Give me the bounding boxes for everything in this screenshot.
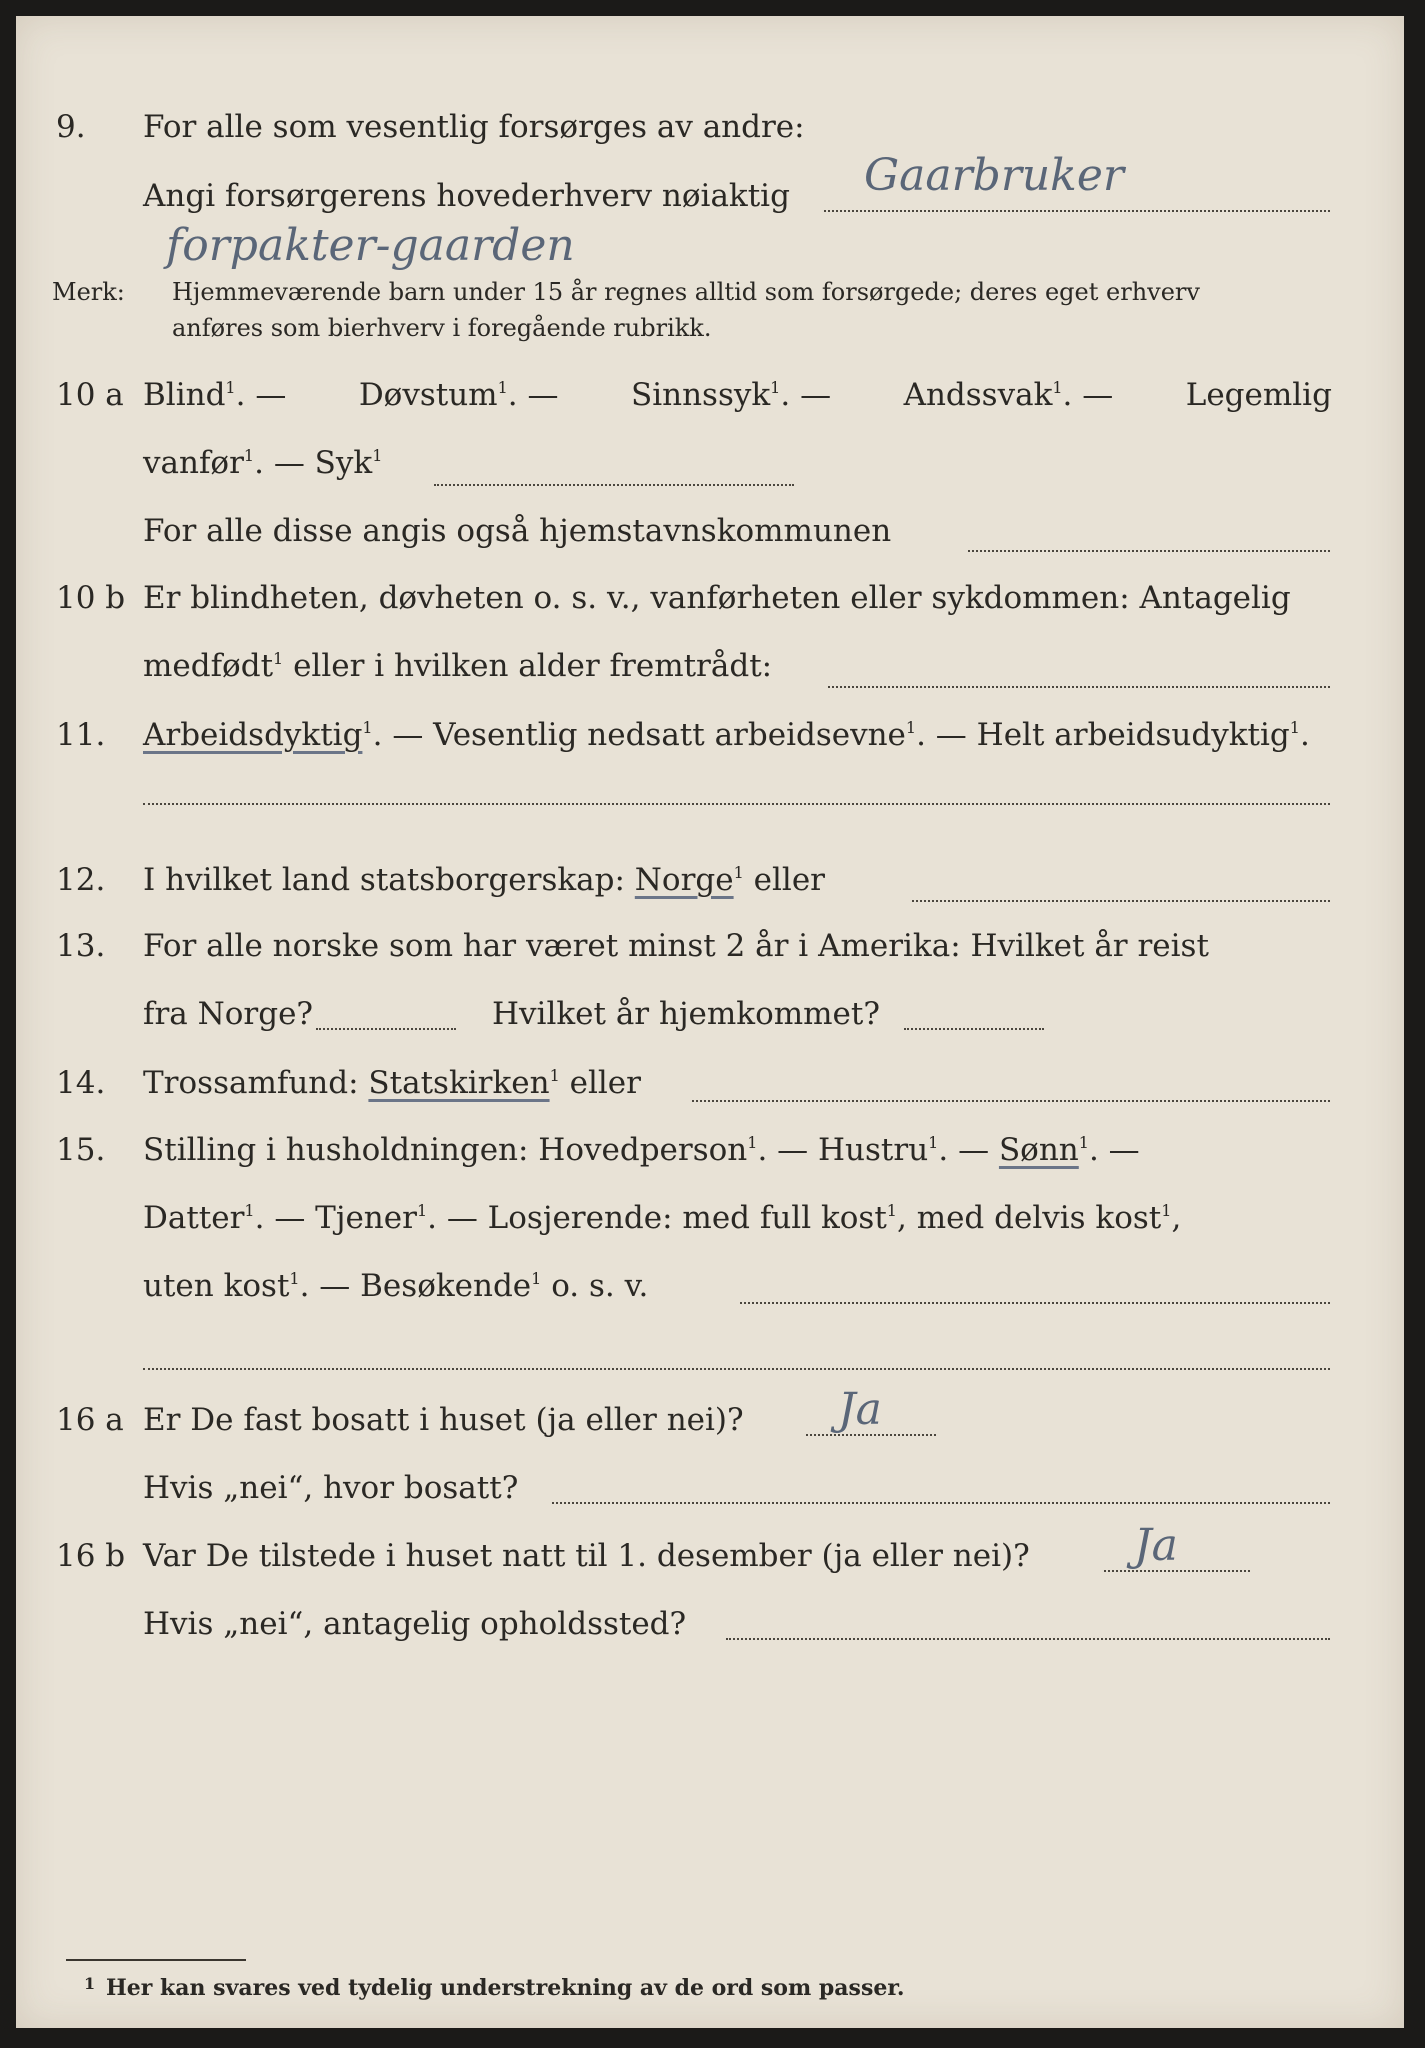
q11-options: Arbeidsdyktig$^1$. — Vesentlig nedsatt arbeidsevne$^1$. — Helt arbeidsudyktig$^1$. (143, 717, 1310, 753)
q10b-text: Er blindheten, døvheten o. s. v., vanførheten eller sykdommen: Antagelig (143, 580, 1291, 616)
q15-answer-line-1 (740, 1302, 1330, 1304)
q10a-line3 (16, 509, 1404, 553)
q13-line1 (16, 924, 1404, 968)
q16a-handwritten-answer: Ja (838, 1384, 882, 1435)
merk-note (52, 274, 1200, 310)
q14-number: 14. (56, 1065, 106, 1101)
q16b-opholdssted-label: Hvis „nei“, antagelig opholdssted? (143, 1606, 687, 1642)
q15-line2 (16, 1196, 1404, 1240)
q9-provider-label: Angi forsørgerens hovederhverv nøiaktig (143, 178, 790, 214)
footnote-rule (66, 1959, 246, 1961)
option-dovstum: Døvstum$^1$. — (358, 377, 559, 413)
q15-number: 15. (56, 1132, 106, 1168)
q11-line (16, 713, 1404, 757)
q15-text-1: Stilling i husholdningen: Hovedperson$^1$. — Hustru$^1$. — Sønn$^1$. — (143, 1132, 1140, 1168)
q10b-medfodt: medfødt$^1$ eller i hvilken alder fremtrådt: (143, 648, 773, 684)
option-legemlig: Legemlig (1185, 377, 1332, 413)
q12-line (16, 858, 1404, 902)
q14-answer-line (692, 1100, 1330, 1102)
q13-text: For alle norske som har været minst 2 år i Amerika: Hvilket år reist (143, 928, 1209, 964)
q11-number: 11. (56, 717, 106, 753)
q10a-syk-line (434, 484, 794, 486)
merk-text-1: Hjemmeværende barn under 15 år regnes alltid som forsørgede; deres eget erhverv (172, 278, 1200, 306)
q10a-line1 (16, 373, 1404, 417)
q10a-hjemstavn-line (968, 550, 1330, 552)
option-andssvak: Andssvak$^1$. — (903, 377, 1114, 413)
footnote-mark: 1 (84, 1974, 96, 1993)
census-form-page (16, 16, 1404, 2028)
q14-line (16, 1061, 1404, 1105)
option-blind: Blind$^1$. — (143, 377, 287, 413)
q9-number: 9. (56, 109, 86, 145)
q16a-bosatt-line (552, 1502, 1330, 1504)
q10b-answer-line (828, 686, 1330, 688)
q9-handwritten-answer-2: forpakter-gaarden (166, 220, 575, 271)
q16a-bosatt-label: Hvis „nei“, hvor bosatt? (143, 1470, 519, 1506)
q13-hjemkommet-label: Hvilket år hjemkommet? (492, 996, 880, 1032)
q10b-line1 (16, 576, 1404, 620)
q14-text: Trossamfund: Statskirken$^1$ eller (143, 1065, 641, 1101)
q15-line1 (16, 1128, 1404, 1172)
q15-text-2: Datter$^1$. — Tjener$^1$. — Losjerende: med full kost$^1$, med delvis kost$^1$, (143, 1200, 1182, 1236)
merk-label: Merk: (52, 278, 125, 306)
q13-reist-label: fra Norge? (143, 996, 314, 1032)
q10a-hjemstavn-label: For alle disse angis også hjemstavnskommunen (143, 513, 892, 549)
q14-statskirken-underlined: Statskirken (368, 1065, 550, 1101)
q10a-options (143, 373, 1332, 417)
q16a-line1 (16, 1398, 1404, 1442)
q10a-line2 (16, 441, 1404, 485)
q15-text-3: uten kost$^1$. — Besøkende$^1$ o. s. v. (143, 1268, 649, 1304)
q16a-text: Er De fast bosatt i huset (ja eller nei)? (143, 1402, 744, 1438)
q15-sonn-underlined: Sønn (998, 1132, 1079, 1168)
q11-answer-line (143, 803, 1330, 805)
q9-handwritten-answer: Gaarbruker (864, 150, 1124, 201)
q13-line2 (16, 992, 1404, 1036)
q13-reist-line (316, 1028, 456, 1030)
q10b-line2 (16, 644, 1404, 688)
q16b-number: 16 b (56, 1538, 126, 1574)
q11-arbeidsdyktig-underlined: Arbeidsdyktig (143, 717, 363, 753)
q10a-vanfor: vanfør$^1$. — Syk$^1$ (143, 445, 383, 481)
q9-answer-line (824, 210, 1330, 212)
merk-text-2: anføres som bierhverv i foregående rubrikk. (172, 314, 712, 342)
q16a-number: 16 a (56, 1402, 124, 1438)
q16b-opholdssted-line (726, 1638, 1330, 1640)
q12-text: I hvilket land statsborgerskap: Norge$^1$ eller (143, 862, 825, 898)
footnote (84, 1973, 905, 2003)
option-sinnssyk: Sinnssyk$^1$. — (630, 377, 832, 413)
q9-text: For alle som vesentlig forsørges av andre: (143, 109, 805, 145)
q12-number: 12. (56, 862, 106, 898)
q16b-handwritten-answer: Ja (1134, 1520, 1178, 1571)
q10b-number: 10 b (56, 580, 126, 616)
q12-answer-line (912, 900, 1330, 902)
q13-hjemkommet-line (904, 1028, 1044, 1030)
q9-line1 (16, 105, 1404, 149)
q12-norge-underlined: Norge (634, 862, 734, 898)
q10a-number: 10 a (56, 377, 124, 413)
q13-number: 13. (56, 928, 106, 964)
q16b-text: Var De tilstede i huset natt til 1. desember (ja eller nei)? (143, 1538, 1030, 1574)
footnote-text: Her kan svares ved tydelig understrekning av de ord som passer. (106, 1975, 905, 2001)
q15-answer-line-2 (143, 1368, 1330, 1370)
